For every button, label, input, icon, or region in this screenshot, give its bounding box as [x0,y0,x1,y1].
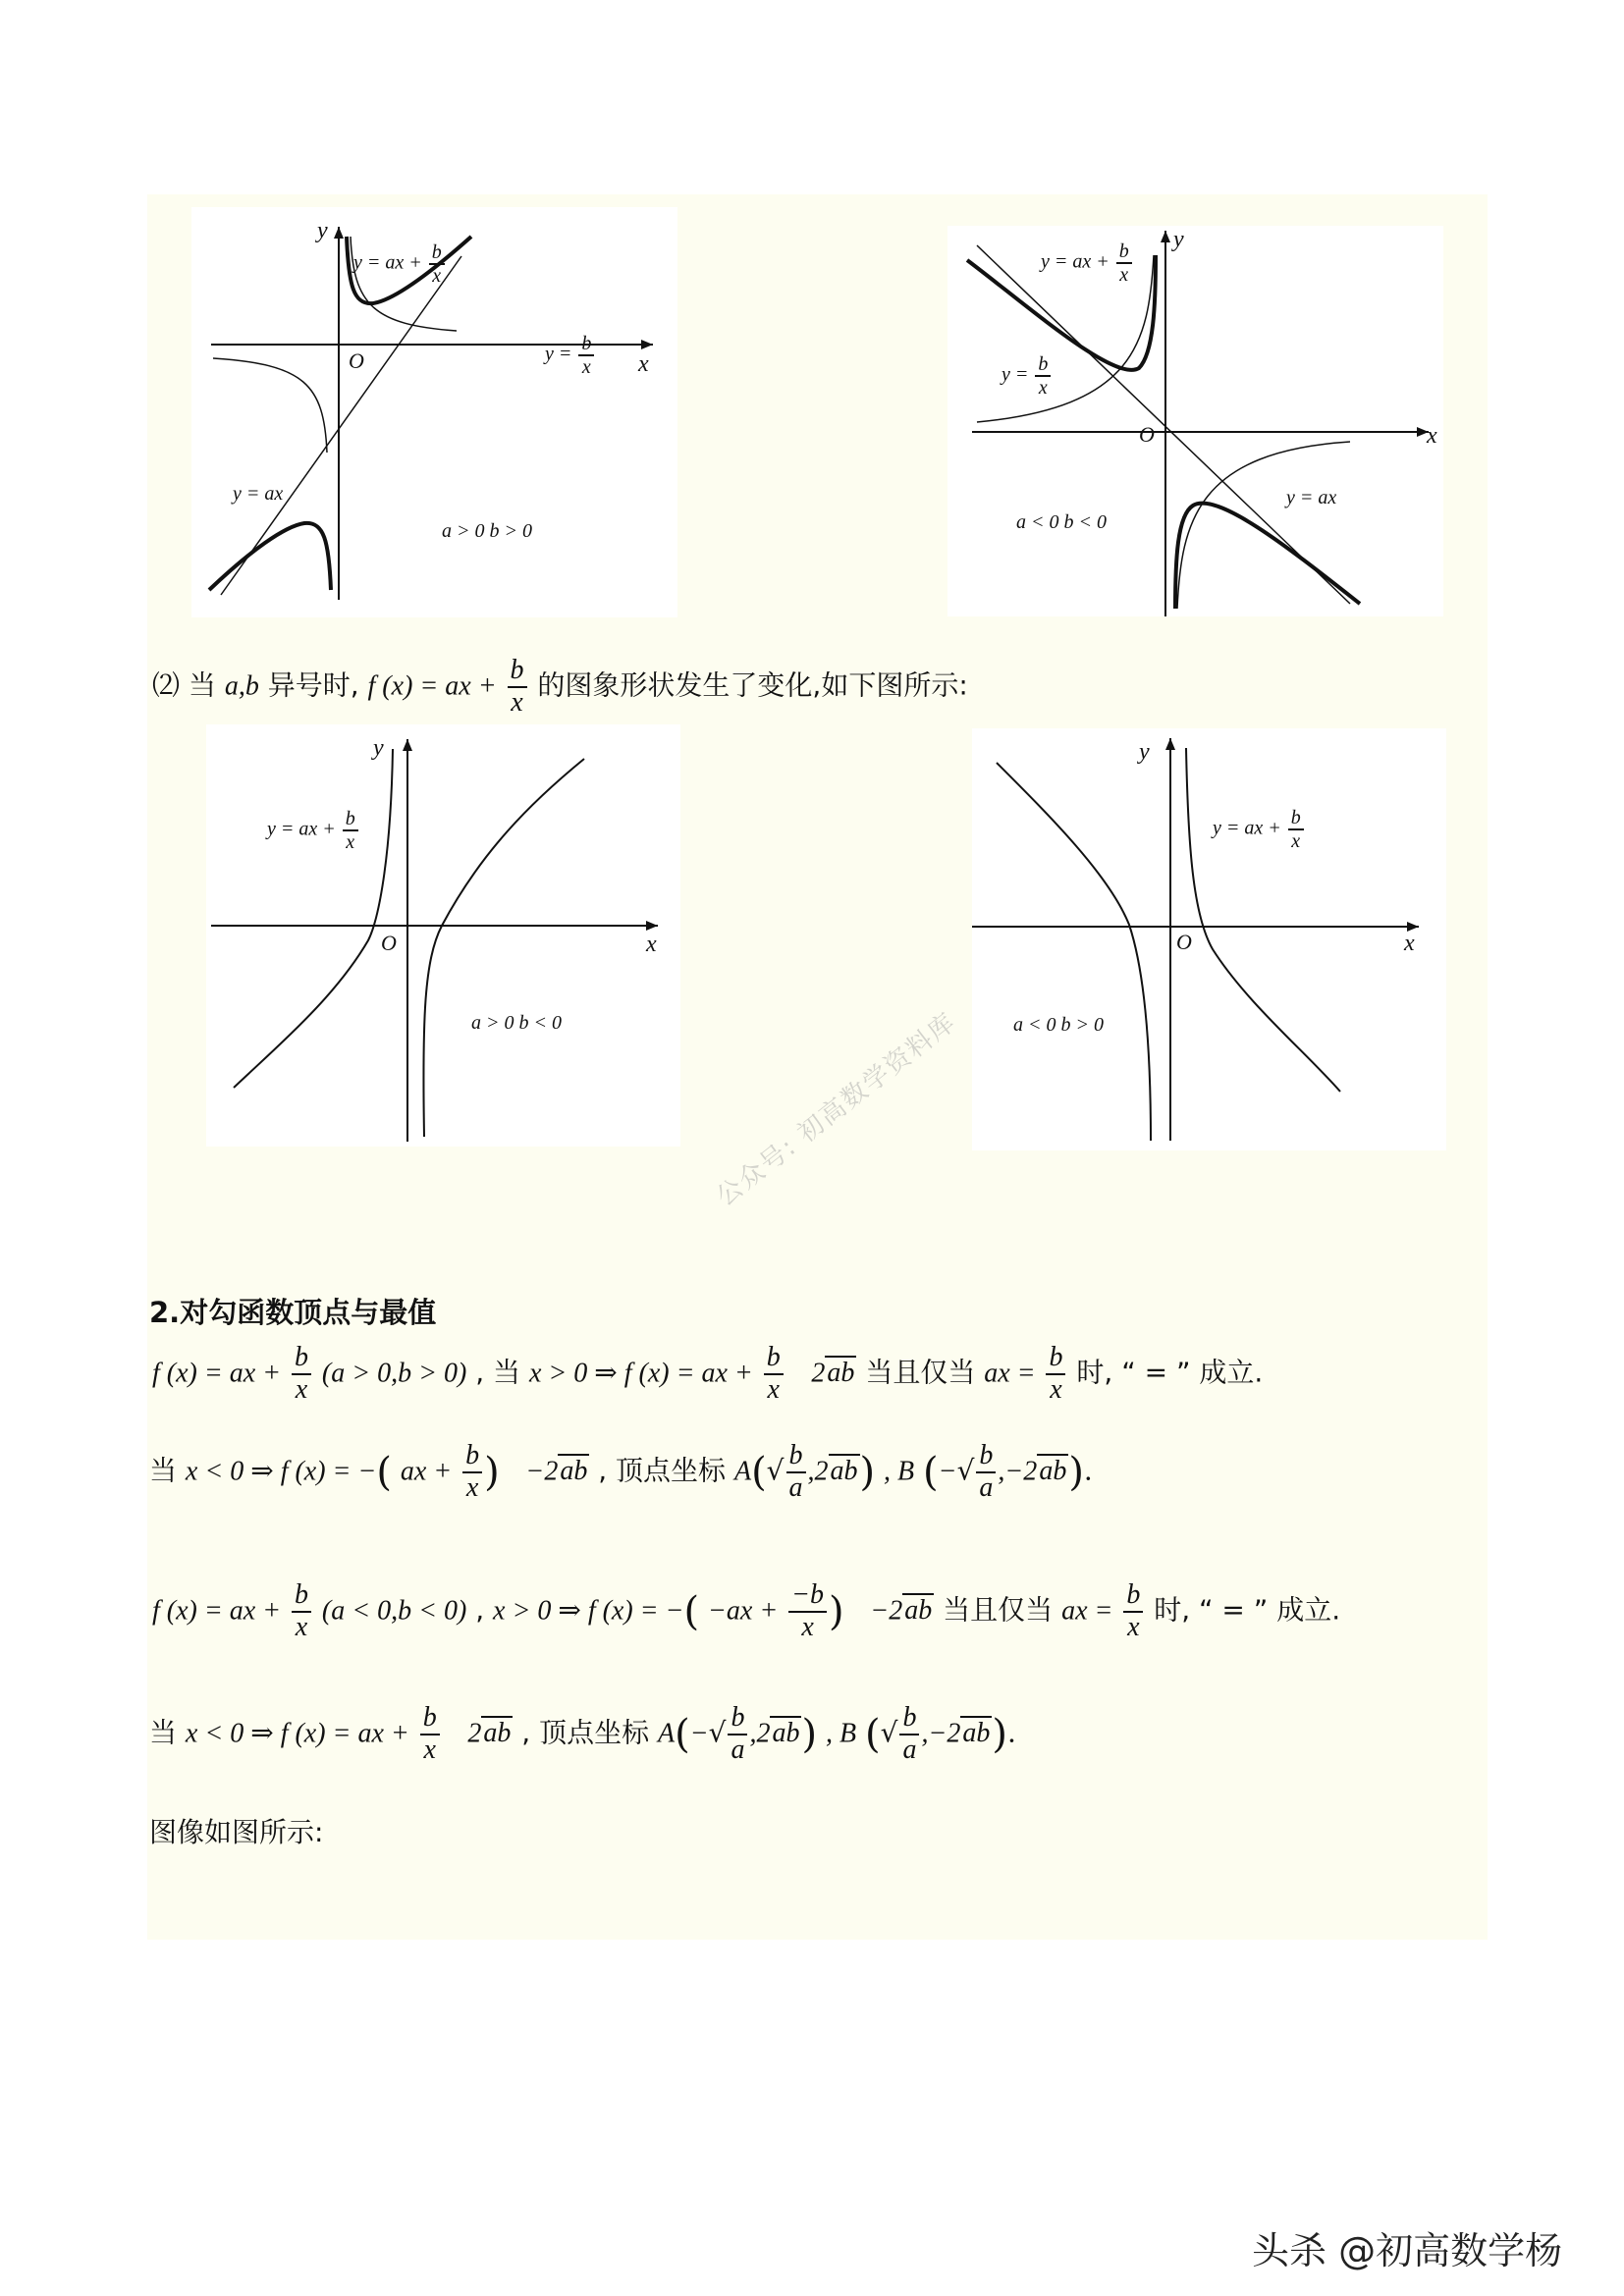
x-axis-label: x [1404,931,1415,956]
formula-tick: y = ax + $\frac{b}{x}$ [267,808,360,853]
y-axis-label: y [1173,227,1184,252]
x-axis-label: x [1427,423,1437,449]
formula-line: y = ax [1286,487,1337,508]
graph-a-neg-b-neg [947,226,1443,616]
image-caption: 图像如图所示: [149,1816,324,1848]
formula-line-4: 当 x < 0 ⇒ f (x) = ax + $\frac{b}{x}$ 2ab , 顶点坐标 A(−√ $\frac{b}{a}$ ,2ab) , B (√ $\frac{b}{a}$ ,−2ab). [149,1702,1016,1765]
condition-label: a < 0 b < 0 [1016,511,1107,533]
formula-inverse: y = $\frac{b}{x}$ [545,333,596,378]
origin-label: O [1139,422,1155,447]
formula-tick: y = ax + $\frac{b}{x}$ [353,241,447,287]
graph-a-pos-b-pos [191,207,677,617]
y-axis-label: y [317,218,328,243]
condition-label: a > 0 b > 0 [442,520,532,542]
condition-label: a > 0 b < 0 [471,1012,562,1034]
graph-a-neg-b-pos [972,728,1446,1150]
y-axis-label: y [373,735,384,761]
formula-line-1: f (x) = ax + $\frac{b}{x}$ (a > 0,b > 0) , 当 x > 0 ⇒ f (x) = ax + $\frac{b}{x}$ 2ab 当且仅当 ax = $\frac{b}{x}$ 时, “ = ” 成立. [152,1342,1264,1405]
condition-label: a < 0 b > 0 [1013,1014,1104,1036]
x-axis-label: x [646,932,657,957]
formula-line-2: 当 x < 0 ⇒ f (x) = −( ax + $\frac{b}{x}$ ) −2ab , 顶点坐标 A(√ $\frac{b}{a}$ ,2ab) , B (−√ $\frac{b}{a}$ ,−2ab). [149,1440,1093,1503]
origin-label: O [1176,930,1192,954]
footer-brand: 头杀 @初高数学杨 [1252,2229,1563,2272]
watermark: 公众号: 初高数学资料库 [711,1006,962,1212]
x-axis-label: x [638,351,649,377]
formula-inverse: y = $\frac{b}{x}$ [1001,353,1053,399]
origin-label: O [381,931,397,955]
origin-label: O [349,348,364,373]
formula-tick: y = ax + $\frac{b}{x}$ [1213,807,1306,852]
formula-tick: y = ax + $\frac{b}{x}$ [1041,240,1134,286]
item-2-line: ⑵ 当 a,b 异号时, f (x) = ax + $\frac{b}{x}$ 的图象形状发生了变化,如下图所示: [152,655,968,718]
formula-line-3: f (x) = ax + $\frac{b}{x}$ (a < 0,b < 0) , x > 0 ⇒ f (x) = −( −ax + $\frac{-b}{x}$ ) −2ab 当且仅当 ax = $\frac{b}{x}$ 时, “ = ” 成立. [152,1579,1341,1642]
graph-a-pos-b-neg [206,724,680,1147]
section-heading: 2.对勾函数顶点与最值 [149,1296,437,1329]
formula-line: y = ax [233,483,284,505]
y-axis-label: y [1139,739,1150,765]
